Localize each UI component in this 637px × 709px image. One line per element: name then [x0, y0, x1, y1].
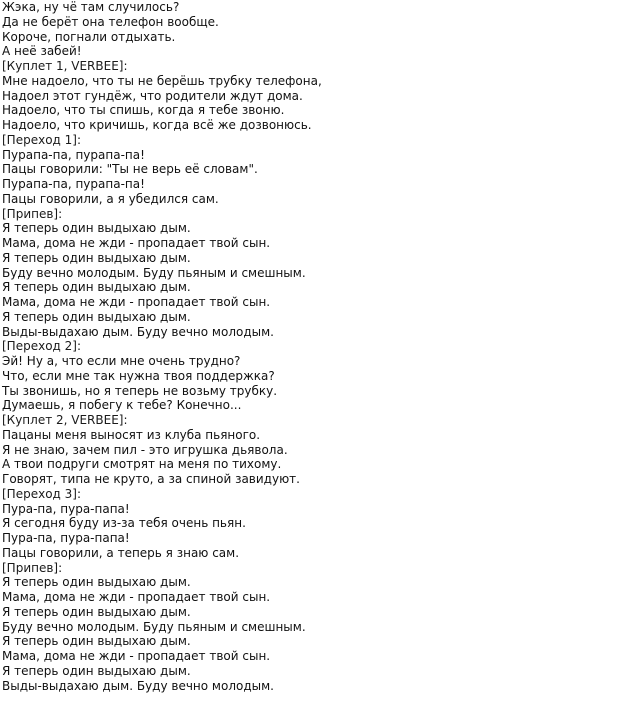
lyric-line: А неё забей! [2, 44, 82, 59]
lyric-line: Ты звонишь, но я теперь не возьму трубку. [2, 383, 278, 398]
section-label: [Припев]: [2, 206, 63, 221]
lyric-line: Я теперь один выдыхаю дым. [2, 309, 191, 324]
section-label: [Переход 3]: [2, 486, 82, 501]
section-label: [Переход 1]: [2, 132, 82, 147]
lyric-line: Я не знаю, зачем пил - это игрушка дьявола. [2, 442, 288, 457]
section-label: [Припев]: [2, 560, 63, 575]
lyric-line: Пура-па, пура-папа! [2, 531, 130, 545]
lyric-line: Мама, дома не жди - пропадает твой сын. [2, 295, 271, 309]
lyric-line: Выды-выдахаю дым. Буду вечно молодым. [2, 324, 274, 339]
lyric-line: Я теперь один выдыхаю дым. [2, 250, 191, 265]
lyric-line: Я теперь один выдыхаю дым. [2, 280, 191, 295]
lyric-line: Говорят, типа не круто, а за спиной завидуют. [2, 472, 300, 486]
lyric-line: Эй! Ну а, что если мне очень трудно? [2, 354, 241, 368]
section-label: [Куплет 2, VERBEE]: [2, 413, 128, 427]
lyric-line: Я сегодня буду из-за тебя очень пьян. [2, 516, 246, 531]
lyric-line: Думаешь, я побегу к тебе? Конечно... [2, 398, 242, 413]
lyric-line: Пурапа-па, пурапа-па! [2, 177, 145, 191]
lyric-line: Надоело, что ты спишь, когда я тебе звоню. [2, 103, 285, 118]
lyric-line: Пацы говорили, а теперь я знаю сам. [2, 545, 240, 560]
lyric-line: Буду вечно молодым. Буду пьяным и смешным. [2, 619, 306, 634]
lyric-line: Мама, дома не жди - пропадает твой сын. [2, 649, 271, 663]
lyric-line: Мама, дома не жди - пропадает твой сын. [2, 236, 271, 250]
lyric-line: Пура-па, пура-папа! [2, 501, 130, 516]
section-label: [Переход 2]: [2, 339, 82, 354]
lyric-line: Надоело, что кричишь, когда всё же дозвонюсь. [2, 118, 312, 132]
lyric-line: Буду вечно молодым. Буду пьяным и смешным. [2, 265, 306, 280]
lyric-line: Пацы говорили, а я убедился сам. [2, 191, 219, 206]
lyric-line: Пацы говорили: "Ты не верь её словам". [2, 162, 258, 177]
lyric-line: Да не берёт она телефон вообще. [2, 14, 219, 29]
lyric-line: Короче, погнали отдыхать. [2, 29, 176, 44]
lyric-line: Выды-выдахаю дым. Буду вечно молодым. [2, 678, 274, 693]
lyric-line: Жэка, ну чё там случилось? [2, 0, 180, 14]
lyric-line: Я теперь один выдыхаю дым. [2, 634, 191, 649]
lyric-line: Я теперь один выдыхаю дым. [2, 575, 191, 590]
lyric-line: Я теперь один выдыхаю дым. [2, 663, 191, 678]
lyric-line: А твои подруги смотрят на меня по тихому. [2, 457, 282, 472]
section-label: [Куплет 1, VERBEE]: [2, 59, 128, 73]
lyric-line: Мне надоело, что ты не берёшь трубку телефона, [2, 73, 322, 88]
lyric-line: Я теперь один выдыхаю дым. [2, 221, 191, 236]
lyric-line: Я теперь один выдыхаю дым. [2, 604, 191, 619]
lyric-line: Что, если мне так нужна твоя поддержка? [2, 368, 275, 383]
lyric-line: Надоел этот гундёж, что родители ждут дома. [2, 88, 303, 103]
lyric-line: Пацаны меня выносят из клуба пьяного. [2, 427, 261, 442]
lyric-line: Мама, дома не жди - пропадает твой сын. [2, 590, 271, 604]
lyric-line: Пурапа-па, пурапа-па! [2, 147, 145, 162]
